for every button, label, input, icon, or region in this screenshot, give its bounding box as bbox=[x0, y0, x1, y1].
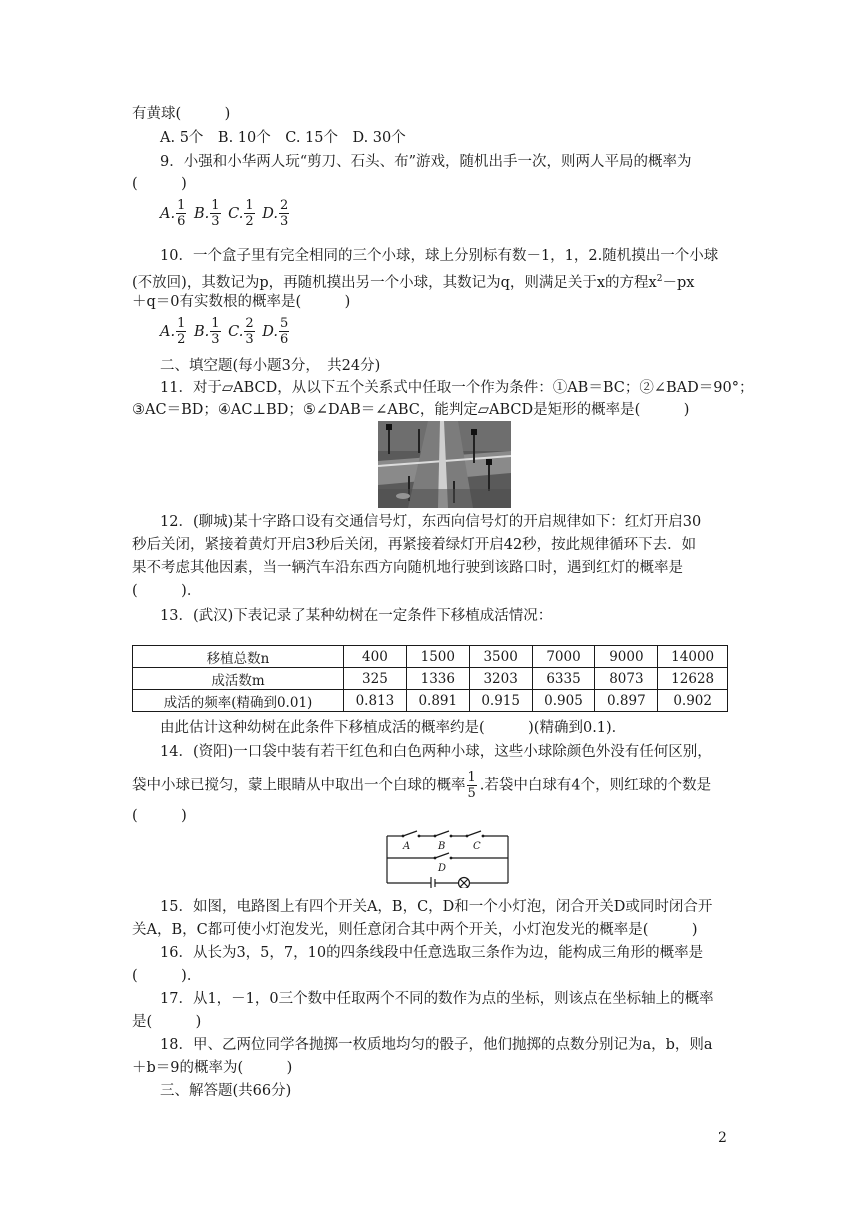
q9-option-c: C. $\frac{1}{2}$ bbox=[228, 198, 254, 229]
table-cell: 8073 bbox=[595, 668, 658, 690]
intersection-photo bbox=[378, 421, 511, 508]
q10-options bbox=[160, 316, 292, 347]
q13-question: 由此估计这种幼树在此条件下移植成活的概率约是( )(精确到0.1)． bbox=[160, 720, 627, 736]
table-cell: 7000 bbox=[532, 646, 595, 668]
q17-stem-cont: 是( ) bbox=[132, 1014, 202, 1030]
q9-option-a: A. $\frac{1}{6}$ bbox=[160, 198, 186, 229]
q16-stem-cont: ( )． bbox=[132, 968, 202, 984]
switch-c-label: C bbox=[473, 841, 481, 852]
section-3-heading: 三、解答题(共66分) bbox=[160, 1083, 292, 1099]
q12-stem-cont: 秒后关闭，紧接着黄灯开启3秒后关闭，再紧接着绿灯开启42秒，按此规律循环下去．如 bbox=[132, 537, 697, 553]
q12-stem-cont3: ( )． bbox=[132, 583, 202, 599]
q13-stem: 13．(武汉)下表记录了某种幼树在一定条件下移植成活情况： bbox=[160, 608, 553, 624]
table-cell: 400 bbox=[344, 646, 407, 668]
table-cell: 3203 bbox=[469, 668, 532, 690]
q15-stem-cont: 关A，B，C都可使小灯泡发光，则任意闭合其中两个开关，小灯泡发光的概率是( ) bbox=[132, 922, 698, 938]
table-cell: 成活的频率(精确到0.01) bbox=[133, 690, 344, 712]
q10-option-c: C. $\frac{2}{3}$ bbox=[228, 316, 254, 347]
q9-options bbox=[160, 198, 292, 229]
q11-stem-cont: ③AC＝BD；④AC⊥BD；⑤∠DAB＝∠ABC，能判定▱ABCD是矩形的概率是( ) bbox=[132, 402, 690, 418]
table-cell: 0.902 bbox=[658, 690, 728, 712]
q14-stem-cont: 袋中小球已搅匀，蒙上眼睛从中取出一个白球的概率 $\frac{1}{5}$ .若袋中白球有4个，则红球的个数是 bbox=[132, 770, 712, 801]
q15-stem: 15．如图，电路图上有四个开关A，B，C，D和一个小灯泡，闭合开关D或同时闭合开 bbox=[160, 899, 713, 915]
q9-option-b: B. $\frac{1}{3}$ bbox=[193, 198, 220, 229]
table-cell: 14000 bbox=[658, 646, 728, 668]
table-cell: 0.905 bbox=[532, 690, 595, 712]
q10-stem: 10．一个盒子里有完全相同的三个小球，球上分别标有数－1，1，2.随机摸出一个小球 bbox=[160, 248, 719, 264]
q14-fraction: $\frac{1}{5}$ bbox=[467, 770, 476, 801]
table-cell: 0.897 bbox=[595, 690, 658, 712]
q18-stem-cont: ＋b＝9的概率为( ) bbox=[132, 1060, 293, 1076]
switch-d-label: D bbox=[438, 863, 447, 874]
table-cell: 9000 bbox=[595, 646, 658, 668]
table-row bbox=[133, 646, 728, 668]
survival-table bbox=[132, 645, 728, 712]
table-cell: 1336 bbox=[406, 668, 469, 690]
q17-stem: 17．从1，－1，0三个数中任取两个不同的数作为点的坐标，则该点在坐标轴上的概率 bbox=[160, 991, 714, 1007]
q12-stem-cont2: 果不考虑其他因素，当一辆汽车沿东西方向随机地行驶到该路口时，遇到红灯的概率是 bbox=[132, 560, 683, 576]
q10-option-b: B. $\frac{1}{3}$ bbox=[193, 316, 220, 347]
q16-stem: 16．从长为3，5，7，10的四条线段中任意选取三条作为边，能构成三角形的概率是 bbox=[160, 945, 704, 961]
table-cell: 325 bbox=[344, 668, 407, 690]
q10-stem-cont: (不放回)，其数记为p，再随机摸出另一个小球，其数记为q，则满足关于x的方程$x^2-px$ bbox=[132, 274, 695, 291]
q9-stem-cont: ( ) bbox=[132, 176, 187, 192]
table-cell: 成活数m bbox=[133, 668, 344, 690]
table-cell: 12628 bbox=[658, 668, 728, 690]
q11-stem: 11．对于▱ABCD，从以下五个关系式中任取一个作为条件：①AB＝BC；②∠BAD＝90°； bbox=[160, 380, 754, 396]
page-number: 2 bbox=[718, 1130, 727, 1146]
q10-option-a: A. $\frac{1}{2}$ bbox=[160, 316, 186, 347]
table-cell: 移植总数n bbox=[133, 646, 344, 668]
table-row bbox=[133, 668, 728, 690]
q8-options: A. 5个 B. 10个 C. 15个 D. 30个 bbox=[160, 130, 406, 146]
section-2-heading: 二、填空题(每小题3分， 共24分) bbox=[160, 358, 381, 374]
table-cell: 3500 bbox=[469, 646, 532, 668]
circuit-diagram bbox=[385, 828, 510, 888]
q14-stem: 14．(资阳)一口袋中装有若干红色和白色两种小球，这些小球除颜色外没有任何区别， bbox=[160, 744, 712, 760]
table-row bbox=[133, 690, 728, 712]
switch-b-label: B bbox=[438, 841, 446, 852]
table-cell: 1500 bbox=[406, 646, 469, 668]
table-cell: 0.915 bbox=[469, 690, 532, 712]
q14-stem-cont2: ( ) bbox=[132, 808, 187, 824]
q9-stem: 9．小强和小华两人玩“剪刀、石头、布”游戏，随机出手一次，则两人平局的概率为 bbox=[160, 154, 692, 170]
q9-option-d: D. $\frac{2}{3}$ bbox=[262, 198, 289, 229]
table-cell: 6335 bbox=[532, 668, 595, 690]
switch-a-label: A bbox=[403, 841, 411, 852]
q8-line: 有黄球( ) bbox=[132, 106, 231, 122]
q18-stem: 18．甲、乙两位同学各抛掷一枚质地均匀的骰子，他们抛掷的点数分别记为a，b，则a bbox=[160, 1037, 713, 1053]
q10-stem-cont2: ＋q＝0有实数根的概率是( ) bbox=[132, 294, 351, 310]
q12-stem: 12．(聊城)某十字路口设有交通信号灯，东西向信号灯的开启规律如下：红灯开启30 bbox=[160, 514, 702, 530]
q10-option-d: D. $\frac{5}{6}$ bbox=[262, 316, 289, 347]
table-cell: 0.891 bbox=[406, 690, 469, 712]
table-cell: 0.813 bbox=[344, 690, 407, 712]
